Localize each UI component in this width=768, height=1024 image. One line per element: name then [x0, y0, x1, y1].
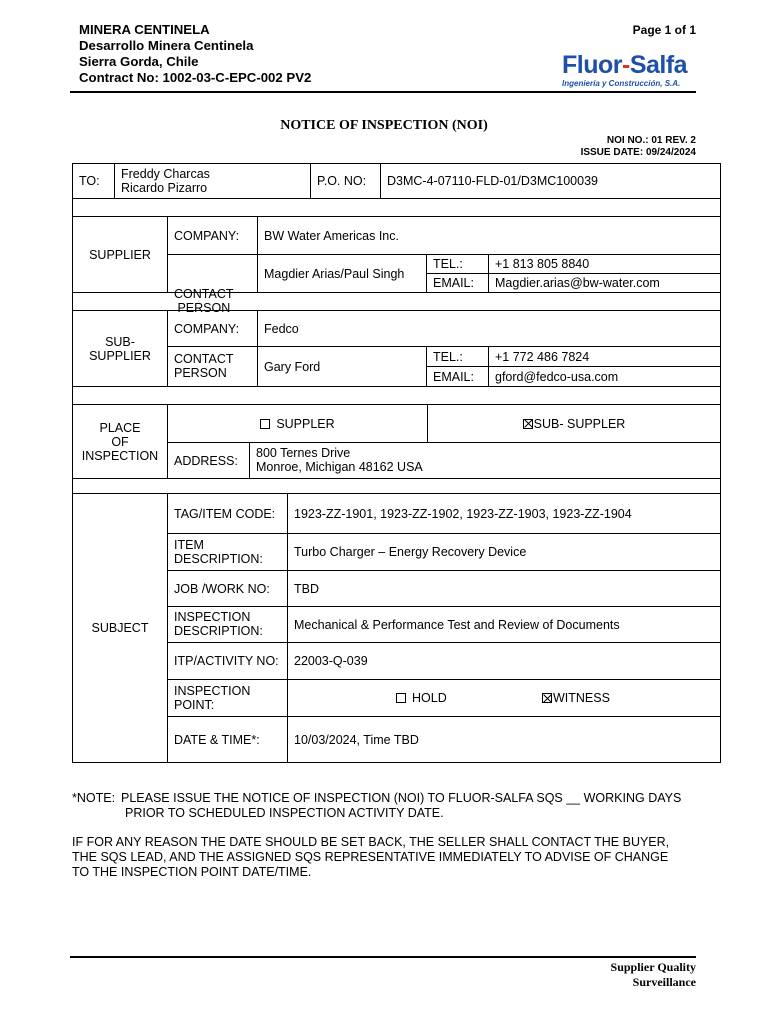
note-2: IF FOR ANY REASON THE DATE SHOULD BE SET BACK, THE SELLER SHALL CONTACT THE BUYER, THE SQS LEAD, AND THE ASSIGNED SQS REPRESENTATIVE IMMEDIATELY TO ADVISE OF CHANGE TO THE INSPECTION POINT DATE/TIME. [72, 835, 670, 879]
place-option-supplier[interactable] [167, 404, 428, 443]
supplier-option-label: SUPPLER [276, 416, 335, 431]
item-value: Turbo Charger – Energy Recovery Device [287, 533, 721, 571]
to-label: TO: [72, 163, 115, 199]
supplier-company: BW Water Americas Inc. [257, 216, 721, 255]
tag-value: 1923-ZZ-1901, 1923-ZZ-1902, 1923-ZZ-1903, 1923-ZZ-1904 [287, 493, 721, 534]
note-1-text: PLEASE ISSUE THE NOTICE OF INSPECTION (NOI) TO FLUOR-SALFA SQS __ WORKING DAYS PRIOR TO SCHEDULED INSPECTION ACTIVITY DATE. [121, 791, 682, 820]
note-prefix: *NOTE: [72, 791, 116, 805]
spacer-row [72, 478, 721, 494]
supplier-label: SUPPLIER [72, 216, 168, 293]
job-label: JOB /WORK NO: [167, 570, 288, 607]
supplier-tel-label: TEL.: [426, 254, 489, 274]
inspection-point-label: INSPECTION POINT: [167, 679, 288, 717]
subject-label: SUBJECT [72, 493, 168, 763]
sub-supplier-contact: Gary Ford [257, 346, 427, 387]
sub-supplier-email-label: EMAIL: [426, 366, 489, 387]
noi-number: NOI NO.: 01 REV. 2 [606, 135, 696, 146]
sub-supplier-option-label: SUB- SUPPLER [533, 416, 626, 431]
project-name: Desarrollo Minera Centinela [79, 38, 254, 53]
item-label: ITEM DESCRIPTION: [167, 533, 288, 571]
company-header [79, 22, 311, 86]
supplier-email-label: EMAIL: [426, 273, 489, 293]
spacer-row [72, 198, 721, 217]
footer-label: Supplier Quality Surveillance [610, 960, 696, 989]
hold-option[interactable]: HOLD [396, 691, 447, 705]
witness-option[interactable]: WITNESS [542, 691, 610, 705]
footer-divider [70, 956, 696, 958]
inspection-point-options [287, 679, 721, 717]
date-label: DATE & TIME*: [167, 716, 288, 763]
sub-supplier-checkbox[interactable] [523, 419, 533, 429]
hold-checkbox[interactable] [396, 693, 406, 703]
address-label: ADDRESS: [167, 442, 250, 479]
date-value: 10/03/2024, Time TBD [287, 716, 721, 763]
itp-value: 22003-Q-039 [287, 642, 721, 680]
tag-label: TAG/ITEM CODE: [167, 493, 288, 534]
note-1 [72, 791, 681, 821]
supplier-tel: +1 813 805 8840 [488, 254, 721, 274]
document-title: NOTICE OF INSPECTION (NOI) [280, 118, 488, 133]
page-number: Page 1 of 1 [632, 23, 696, 37]
spacer-row [72, 292, 721, 311]
po-label: P.O. NO: [310, 163, 381, 199]
supplier-contact-label: CONTACT PERSON [167, 254, 258, 293]
header-divider [70, 91, 696, 93]
sub-supplier-company: Fedco [257, 310, 721, 347]
place-option-sub-supplier[interactable] [427, 404, 721, 443]
address-value: 800 Ternes Drive Monroe, Michigan 48162 USA [249, 442, 721, 479]
itp-label: ITP/ACTIVITY NO: [167, 642, 288, 680]
fluor-salfa-logo: Fluor-Salfa Ingeniería y Construcción, S.A. [562, 51, 688, 88]
sub-supplier-tel-label: TEL.: [426, 346, 489, 367]
sub-supplier-label: SUB- SUPPLIER [72, 310, 168, 387]
witness-checkbox[interactable] [542, 693, 552, 703]
supplier-contact: Magdier Arias/Paul Singh [257, 254, 427, 293]
inspection-description-value: Mechanical & Performance Test and Review of Documents [287, 606, 721, 643]
spacer-row [72, 386, 721, 405]
inspection-description-label: INSPECTION DESCRIPTION: [167, 606, 288, 643]
company-name: MINERA CENTINELA [79, 22, 210, 37]
job-value: TBD [287, 570, 721, 607]
supplier-company-label: COMPANY: [167, 216, 258, 255]
sub-supplier-contact-label: CONTACT PERSON [167, 346, 258, 387]
supplier-email[interactable]: Magdier.arias@bw-water.com [488, 273, 721, 293]
sub-supplier-tel: +1 772 486 7824 [488, 346, 721, 367]
po-value: D3MC-4-07110-FLD-01/D3MC100039 [380, 163, 721, 199]
to-names: Freddy Charcas Ricardo Pizarro [114, 163, 311, 199]
noi-info [581, 135, 696, 159]
sub-supplier-email[interactable]: gford@fedco-usa.com [488, 366, 721, 387]
issue-date: ISSUE DATE: 09/24/2024 [580, 147, 696, 158]
contract-no: Contract No: 1002-03-C-EPC-002 PV2 [79, 70, 312, 85]
sub-supplier-company-label: COMPANY: [167, 310, 258, 347]
place-label: PLACE OF INSPECTION [72, 404, 168, 479]
location: Sierra Gorda, Chile [79, 54, 199, 69]
supplier-checkbox[interactable] [260, 419, 270, 429]
